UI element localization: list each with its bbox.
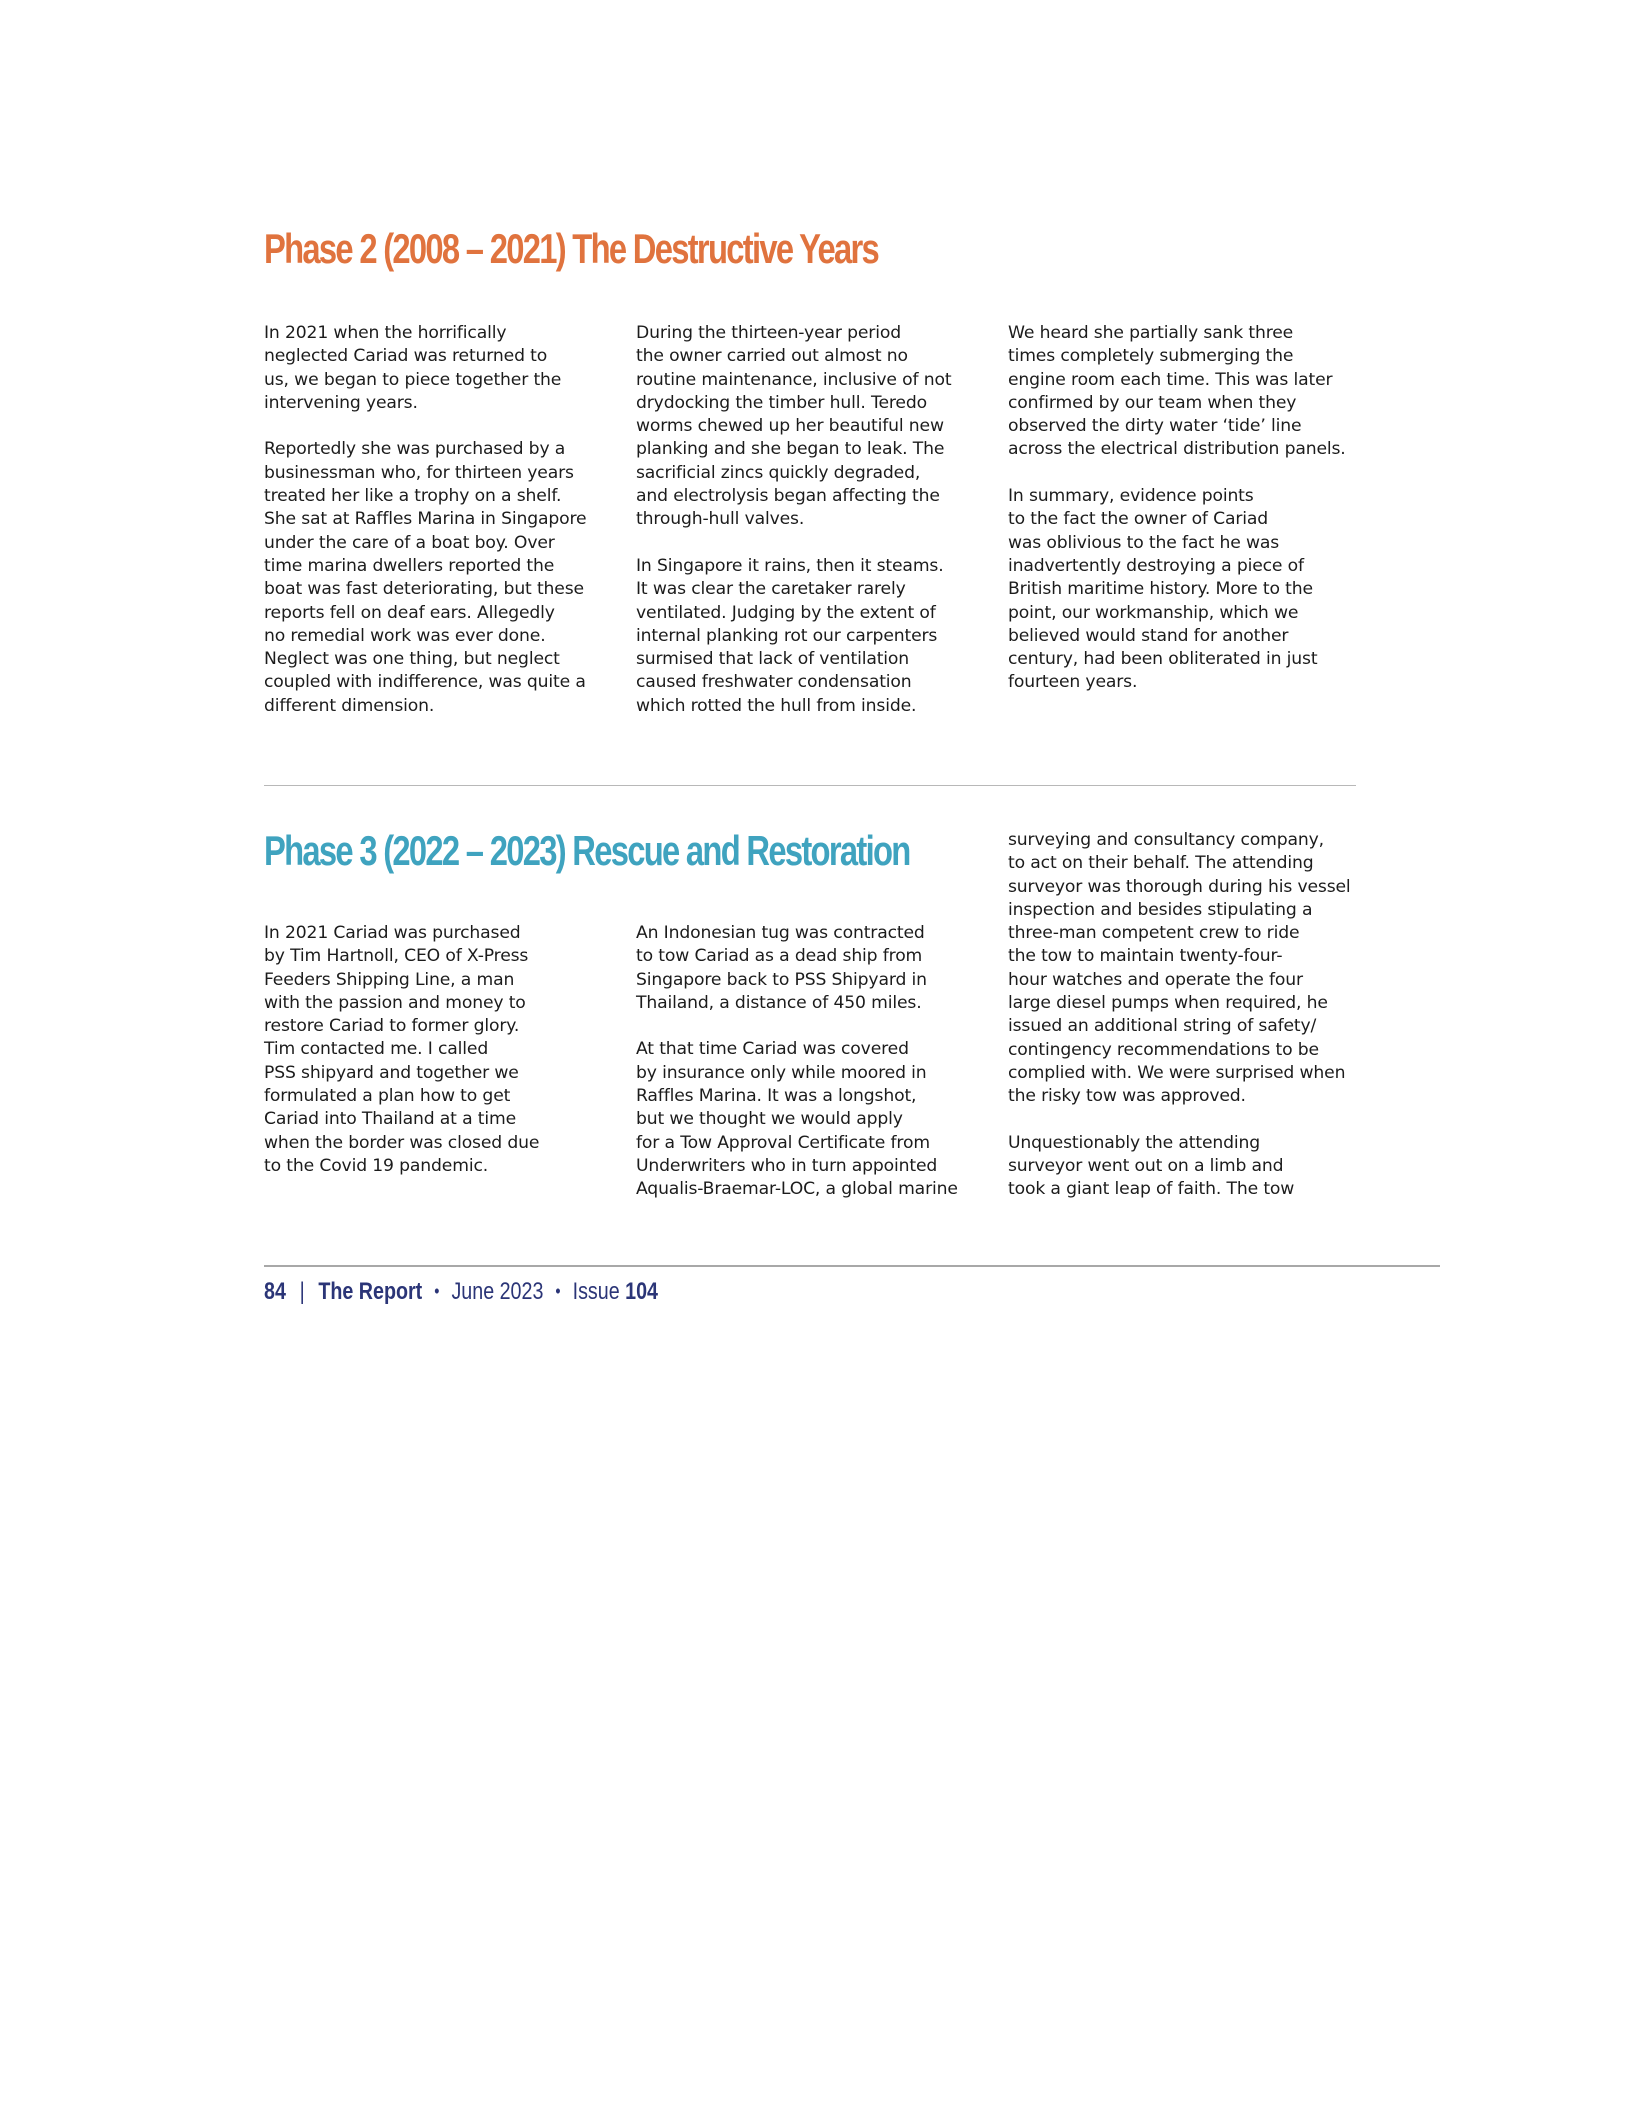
phase3-column-2 [636, 922, 958, 1202]
bullet-icon: • [555, 1281, 561, 1301]
phase3-column-1 [264, 922, 539, 1178]
footer-separator: | [299, 1278, 305, 1305]
paragraph: Unquestionably the attending surveyor went out on a limb and took a giant leap of faith. The tow [1008, 1132, 1295, 1200]
paragraph: surveying and consultancy company, to act on their behalf. The attending surveyor was thorough during his vessel inspection and besides stipulating a three-man competent crew to ride the tow to maintain twenty-four- hour watches and operate the four large diesel pumps when required, he issued an additional string of safety/ contingency recommendations to be complied with. We were surprised when the risky tow was approved. [1008, 830, 1351, 1107]
phase2-column-1 [264, 322, 586, 718]
phase3-heading: Phase 3 (2022 – 2023) Rescue and Restoration [264, 827, 910, 874]
publication-name: The Report [318, 1278, 423, 1305]
paragraph: In 2021 when the horrifically neglected Cariad was returned to us, we began to piece together the intervening years. [264, 323, 562, 413]
bullet-icon: • [434, 1281, 440, 1301]
paragraph: In summary, evidence points to the fact the owner of Cariad was oblivious to the fact he was inadvertently destroying a piece of British maritime history. More to the point, our workmanship, which we believed would stand for another century, had been obliterated in just fourteen years. [1008, 486, 1318, 693]
footer-rule [264, 1265, 1440, 1267]
phase2-heading: Phase 2 (2008 – 2021) The Destructive Years [264, 225, 879, 272]
phase2-column-2 [636, 322, 951, 718]
paragraph: At that time Cariad was covered by insurance only while moored in Raffles Marina. It was a longshot, but we thought we would apply for a Tow Approval Certificate from Underwriters who in turn appointed Aqualis-Braemar-LOC, a global marine [636, 1039, 958, 1200]
page-number: 84 [264, 1278, 286, 1305]
issue-number: 104 [625, 1278, 658, 1305]
issue-label: Issue [572, 1278, 620, 1305]
paragraph: An Indonesian tug was contracted to tow Cariad as a dead ship from Singapore back to PSS Shipyard in Thailand, a distance of 450 miles. [636, 923, 927, 1013]
paragraph: We heard she partially sank three times completely submerging the engine room each time. This was later confirmed by our team when they observed the dirty water ‘tide’ line across the electrical distribution panels. [1008, 323, 1346, 460]
page-footer [264, 1276, 658, 1307]
paragraph: In 2021 Cariad was purchased by Tim Hartnoll, CEO of X-Press Feeders Shipping Line, a man with the passion and money to restore Cariad to former glory. Tim contacted me. I called PSS shipyard and together we formulated a plan how to get Cariad into Thailand at a time when the border was closed due to the Covid 19 pandemic. [264, 923, 540, 1176]
paragraph: In Singapore it rains, then it steams. It was clear the caretaker rarely ventilated. Judging by the extent of internal planking rot our carpenters surmised that lack of ventilation caused freshwater condensation which rotted the hull from inside. [636, 555, 944, 716]
section-divider [264, 785, 1356, 786]
paragraph: During the thirteen-year period the owner carried out almost no routine maintenance, inclusive of not drydocking the timber hull. Teredo worms chewed up her beautiful new planking and she began to leak. The sacrificial zincs quickly degraded, and electrolysis began affecting the through-hull valves. [636, 323, 952, 530]
paragraph: Reportedly she was purchased by a businessman who, for thirteen years treated her like a trophy on a shelf. She sat at Raffles Marina in Singapore under the care of a boat boy. Over time marina dwellers reported the boat was fast deteriorating, but these reports fell on deaf ears. Allegedly no remedial work was ever done. Neglect was one thing, but neglect coupled with indifference, was quite a different dimension. [264, 439, 587, 716]
phase2-column-3 [1008, 322, 1346, 695]
phase3-column-3 [1008, 829, 1351, 1202]
issue-date: June 2023 [451, 1278, 544, 1305]
